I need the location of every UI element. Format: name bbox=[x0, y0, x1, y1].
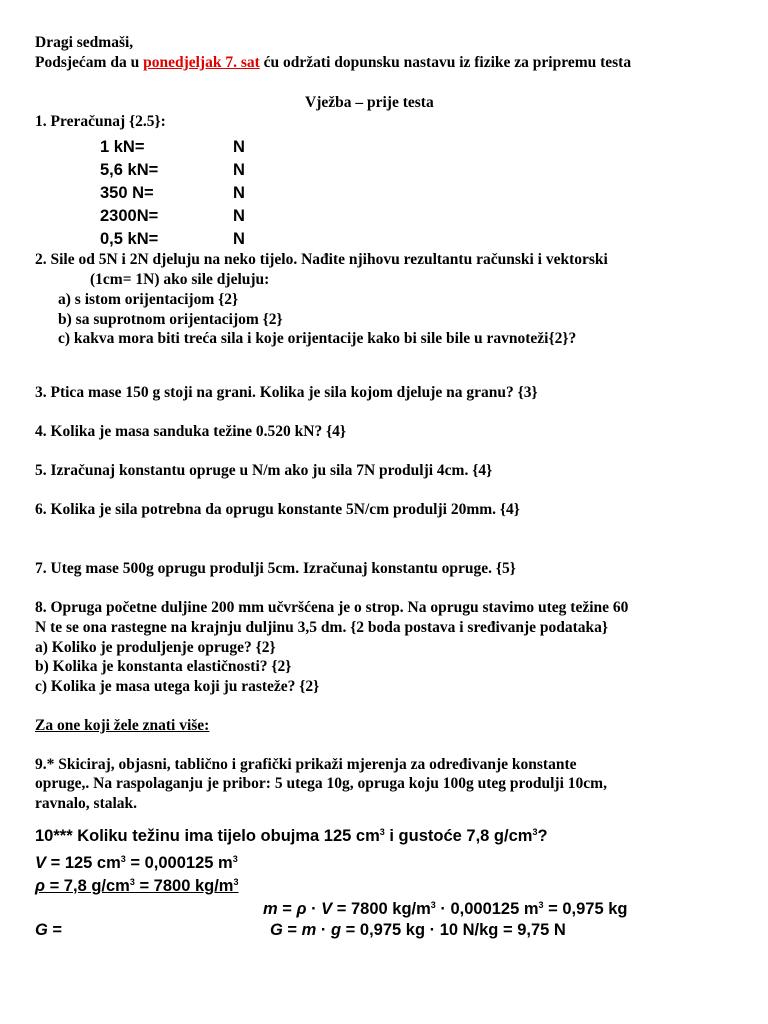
mass-sup1: 3 bbox=[430, 900, 436, 910]
q1-row-right: N bbox=[233, 161, 245, 179]
q3: 3. Ptica mase 150 g stoji na grani. Kolika je sila kojom djeluje na granu? {3} bbox=[35, 384, 538, 401]
q9-line3: ravnalo, stalak. bbox=[35, 795, 138, 812]
q1-row-left: 2300N= bbox=[100, 207, 159, 225]
q2-line2: (1cm= 1N) ako sile djeluju: bbox=[90, 271, 270, 288]
q2-item-b: b) sa suprotnom orijentacijom {2} bbox=[58, 311, 283, 328]
weight-result: = 0,975 kg · 10 N/kg = 9,75 N bbox=[341, 921, 566, 939]
q1-row-left: 5,6 kN= bbox=[100, 161, 159, 179]
weight-symbol: G bbox=[35, 921, 48, 939]
solution-volume bbox=[35, 853, 238, 873]
density-sup1: 3 bbox=[129, 877, 135, 887]
volume-text2: = 0,000125 m bbox=[125, 854, 233, 872]
q9-line2: opruge,. Na raspolaganju je pribor: 5 utega 10g, opruga koju 100g uteg produlji 10cm, bbox=[35, 775, 607, 792]
volume-symbol: V bbox=[35, 854, 47, 872]
mass-text: = 7800 kg/m bbox=[332, 900, 431, 918]
mass-sup2: 3 bbox=[538, 900, 544, 910]
solution-weight bbox=[270, 920, 566, 940]
density-symbol: ρ bbox=[35, 877, 45, 895]
mass-dot: · bbox=[306, 900, 322, 918]
weight-eq: = bbox=[47, 921, 63, 939]
q2-item-c: c) kakva mora biti treća sila i koje orijentacije kako bi sile bile u ravnoteži{2}? bbox=[58, 330, 577, 347]
q1-row-right: N bbox=[233, 230, 245, 248]
mass-text3: = 0,975 kg bbox=[543, 900, 628, 918]
q2-line1: 2. Sile od 5N i 2N djeluju na neko tijelo. Nađite njihovu rezultantu računski i vektorski bbox=[35, 251, 608, 268]
q6: 6. Kolika je sila potrebna da oprugu konstante 5N/cm produlji 20mm. {4} bbox=[35, 501, 520, 518]
reminder-after: ću održati dopunsku nastavu iz fizike za pripremu testa bbox=[259, 54, 632, 71]
weight-dot: · bbox=[316, 921, 331, 939]
mass-v: V bbox=[321, 900, 333, 918]
q10-text-a: 10*** Koliku težinu ima tijelo obujma 125 cm bbox=[35, 827, 380, 845]
mass-rho: ρ bbox=[296, 900, 307, 918]
weight-g: g bbox=[331, 921, 342, 939]
mass-text2: · 0,000125 m bbox=[435, 900, 539, 918]
solution-density bbox=[35, 876, 238, 896]
q8-line1: 8. Opruga početne duljine 200 mm učvršćena je o strop. Na oprugu stavimo uteg težine 60 bbox=[35, 599, 629, 616]
volume-sup2: 3 bbox=[232, 854, 238, 864]
weight-m: m bbox=[301, 921, 317, 939]
density-text: = 7,8 g/cm bbox=[45, 877, 130, 895]
solution-weight-label bbox=[35, 920, 62, 940]
weight-mid: = bbox=[282, 921, 302, 939]
q10-question bbox=[35, 826, 548, 846]
q10-sup-b: 3 bbox=[532, 827, 538, 837]
density-sup2: 3 bbox=[233, 877, 239, 887]
q1-row-left: 350 N= bbox=[100, 184, 154, 202]
q9-line1: 9.* Skiciraj, objasni, tablično i grafički prikaži mjerenja za određivanje konstante bbox=[35, 756, 577, 773]
extra-heading: Za one koji žele znati više: bbox=[35, 717, 210, 734]
q1-heading: 1. Preračunaj {2.5}: bbox=[35, 113, 166, 130]
q2-item-a: a) s istom orijentacijom {2} bbox=[58, 291, 239, 308]
density-text2: = 7800 kg/m bbox=[134, 877, 234, 895]
q10-sup-a: 3 bbox=[379, 827, 385, 837]
q10-text-b: i gustoće 7,8 g/cm bbox=[384, 827, 533, 845]
weight-symbol-2: G bbox=[270, 921, 283, 939]
q1-row-left: 1 kN= bbox=[100, 138, 145, 156]
greeting: Dragi sedmaši, bbox=[35, 34, 134, 51]
q5: 5. Izračunaj konstantu opruge u N/m ako ju sila 7N produlji 4cm. {4} bbox=[35, 462, 493, 479]
reminder-before: Podsjećam da u bbox=[35, 54, 144, 71]
reminder-line bbox=[35, 53, 631, 73]
q10-text-c: ? bbox=[537, 827, 548, 845]
mass-eq: = bbox=[277, 900, 297, 918]
mass-symbol: m bbox=[263, 900, 278, 918]
q4: 4. Kolika je masa sanduka težine 0.520 kN? {4} bbox=[35, 423, 347, 440]
volume-sup1: 3 bbox=[120, 854, 126, 864]
volume-text: = 125 cm bbox=[46, 854, 121, 872]
q1-row-right: N bbox=[233, 207, 245, 225]
q7: 7. Uteg mase 500g oprugu produlji 5cm. Izračunaj konstantu opruge. {5} bbox=[35, 560, 516, 577]
q1-row-right: N bbox=[233, 138, 245, 156]
q8-item-a: a) Koliko je produljenje opruge? {2} bbox=[35, 639, 276, 656]
reminder-highlight: ponedjeljak 7. sat bbox=[143, 54, 260, 71]
q8-line2: N te se ona rastegne na krajnju duljinu 3,5 dm. {2 boda postava i sređivanje podataka} bbox=[35, 619, 609, 636]
solution-mass bbox=[263, 899, 628, 919]
page-title: Vježba – prije testa bbox=[305, 94, 434, 111]
q8-item-c: c) Kolika je masa utega koji ju rasteže? {2} bbox=[35, 678, 320, 695]
q1-row-left: 0,5 kN= bbox=[100, 230, 159, 248]
q1-row-right: N bbox=[233, 184, 245, 202]
q8-item-b: b) Kolika je konstanta elastičnosti? {2} bbox=[35, 658, 292, 675]
